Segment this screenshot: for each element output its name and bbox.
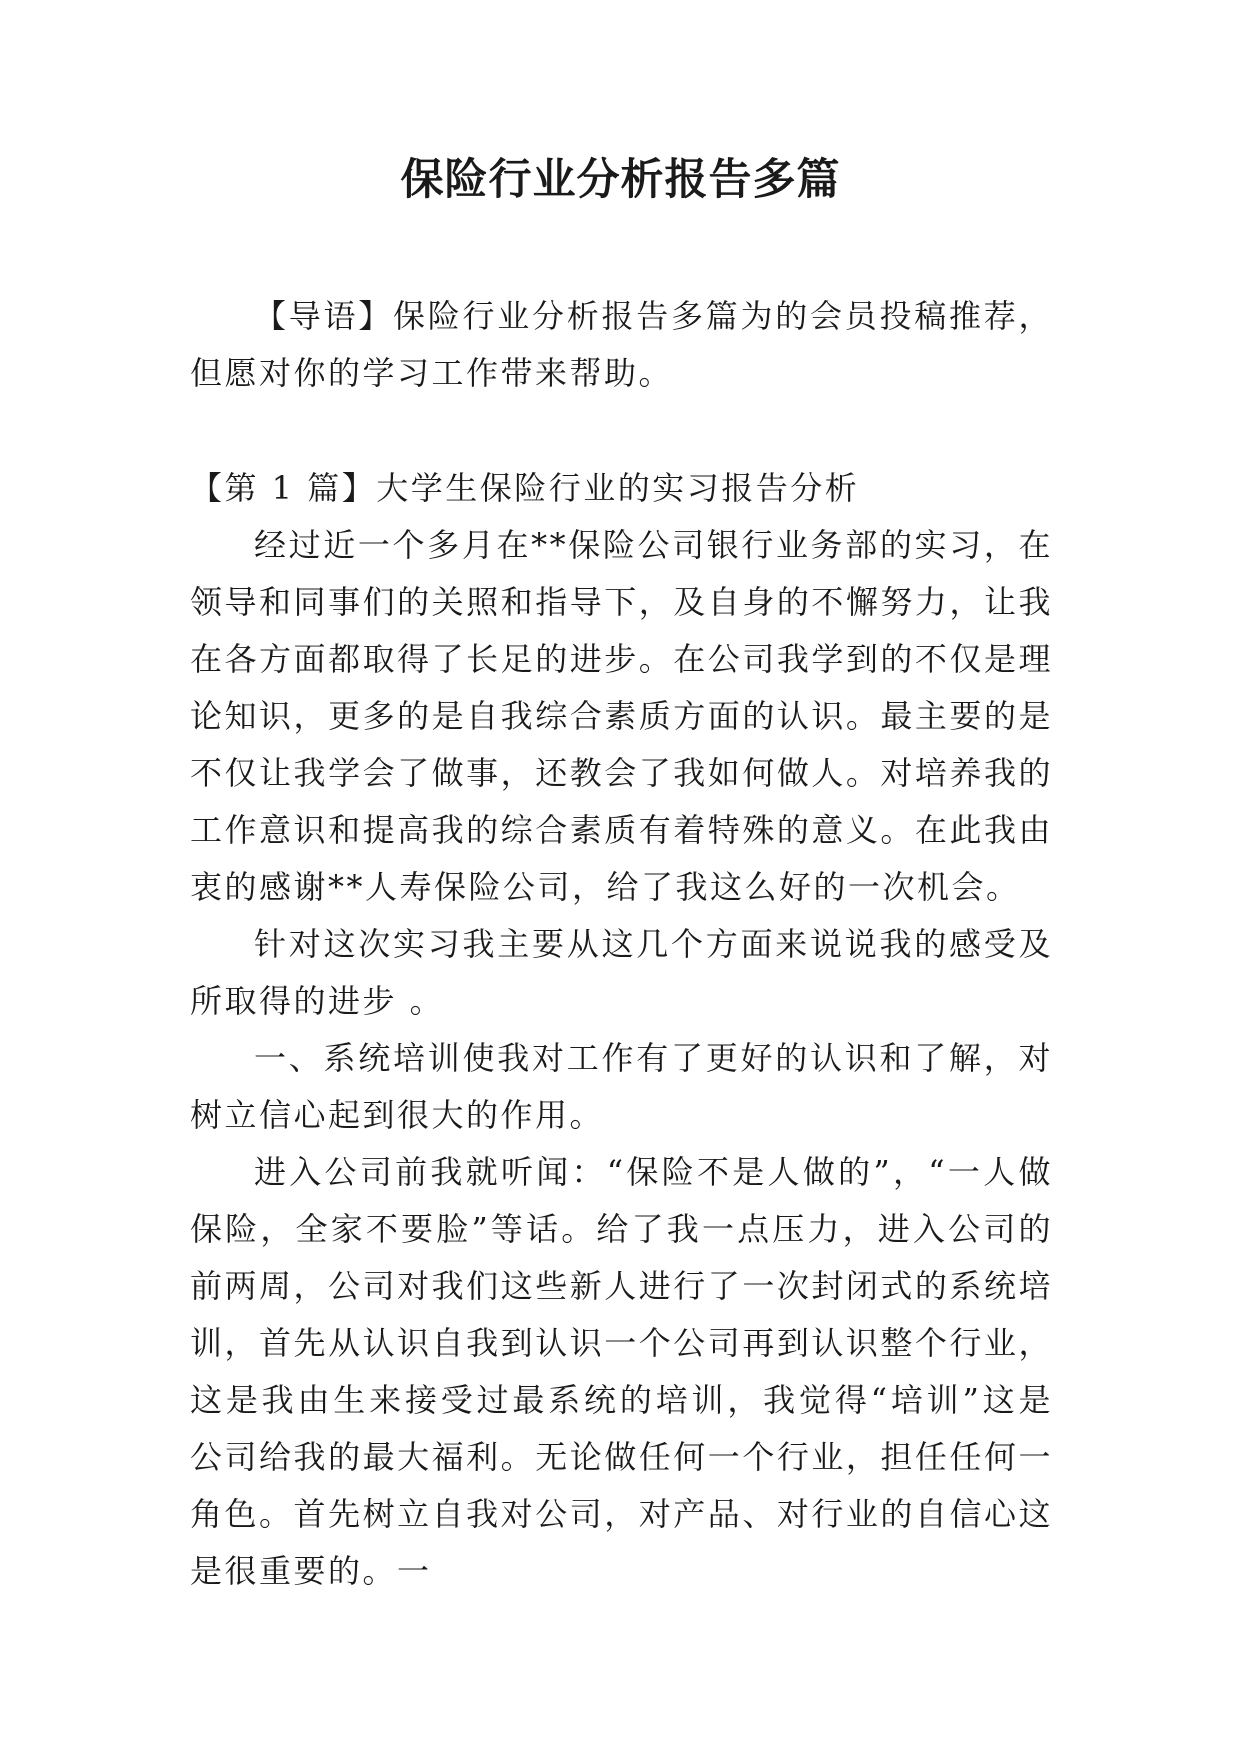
body-paragraph: 进入公司前我就听闻：“保险不是人做的”，“一人做保险，全家不要脸”等话。给了我一点压力，进入公司的前两周，公司对我们这些新人进行了一次封闭式的系统培训，首先从认识自我到认识一个公司再到认识整个行业，这是我由生来接受过最系统的培训，我觉得“培训”这是公司给我的最大福利。无论做任何一个行业，担任任何一角色。首先树立自我对公司，对产品、对行业的自信心这是很重要的。一 [190, 1153, 1053, 1590]
intro-paragraph: 【导语】保险行业分析报告多篇为的会员投稿推荐，但愿对你的学习工作带来帮助。 [190, 297, 1053, 392]
section-content [190, 460, 1053, 1600]
section-heading: 【第 1 篇】大学生保险行业的实习报告分析 [190, 469, 860, 507]
document-title: 保险行业分析报告多篇 [400, 155, 841, 205]
body-paragraph: 针对这次实习我主要从这几个方面来说说我的感受及所取得的进步 。 [190, 925, 1053, 1020]
body-paragraph: 一、系统培训使我对工作有了更好的认识和了解，对树立信心起到很大的作用。 [190, 1039, 1053, 1134]
body-paragraph: 经过近一个多月在**保险公司银行业务部的实习，在领导和同事们的关照和指导下，及自身的不懈努力，让我在各方面都取得了长足的进步。在公司我学到的不仅是理论知识，更多的是自我综合素质方面的认识。最主要的是不仅让我学会了做事，还教会了我如何做人。对培养我的工作意识和提高我的综合素质有着特殊的意义。在此我由衷的感谢**人寿保险公司，给了我这么好的一次机会。 [190, 526, 1053, 906]
